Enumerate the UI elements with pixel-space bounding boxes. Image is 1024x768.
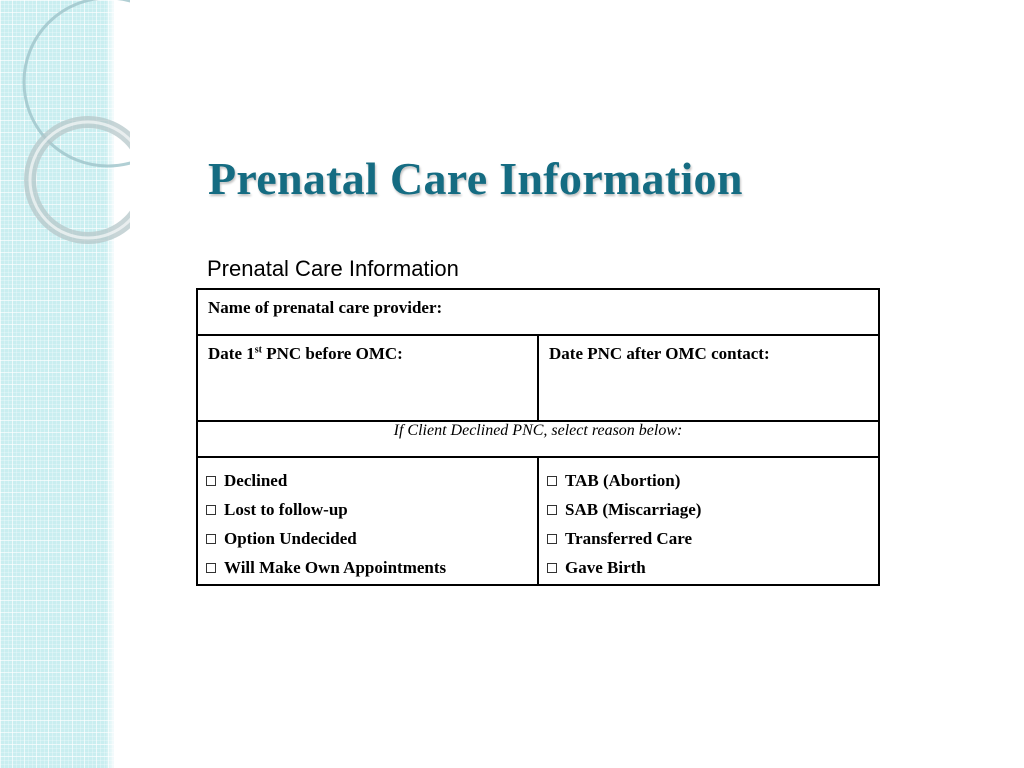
date-before-prefix: Date 1 xyxy=(208,344,255,363)
reasons-left-cell xyxy=(197,457,538,585)
declined-instruction: If Client Declined PNC, select reason below: xyxy=(197,421,879,457)
reason-option[interactable] xyxy=(547,466,868,495)
reason-option[interactable] xyxy=(206,495,527,524)
checkbox-icon[interactable] xyxy=(206,534,216,544)
checkbox-icon[interactable] xyxy=(547,534,557,544)
checkbox-icon[interactable] xyxy=(547,563,557,573)
decorative-circles xyxy=(0,0,130,300)
decorative-circle-ring-highlight xyxy=(30,122,130,238)
reasons-right-list xyxy=(539,458,878,582)
checkbox-icon[interactable] xyxy=(547,505,557,515)
reason-label: Will Make Own Appointments xyxy=(224,557,447,577)
checkbox-icon[interactable] xyxy=(206,476,216,486)
date-after-label: Date PNC after OMC contact: xyxy=(549,344,770,363)
provider-field[interactable] xyxy=(197,289,879,335)
reason-option[interactable] xyxy=(547,553,868,582)
reasons-left-list xyxy=(198,458,537,582)
reason-option[interactable] xyxy=(206,524,527,553)
reason-label: Lost to follow-up xyxy=(224,499,348,519)
checkbox-icon[interactable] xyxy=(206,505,216,515)
date-before-suffix: PNC before OMC: xyxy=(261,344,403,363)
provider-row xyxy=(197,289,879,335)
provider-label: Name of prenatal care provider: xyxy=(208,298,443,317)
form-heading: Prenatal Care Information xyxy=(207,256,459,281)
date-after-field[interactable] xyxy=(538,335,879,421)
reason-option[interactable] xyxy=(206,466,527,495)
reason-option[interactable] xyxy=(206,553,527,582)
reasons-right-cell xyxy=(538,457,879,585)
declined-instruction-row xyxy=(197,421,879,457)
reason-option[interactable] xyxy=(547,524,868,553)
date-before-label xyxy=(198,336,537,372)
reason-label: TAB (Abortion) xyxy=(565,470,681,490)
reasons-row xyxy=(197,457,879,585)
reason-label: Gave Birth xyxy=(565,557,646,577)
date-before-field[interactable] xyxy=(197,335,538,421)
dates-row xyxy=(197,335,879,421)
checkbox-icon[interactable] xyxy=(547,476,557,486)
date-before-sup: st xyxy=(254,344,262,356)
slide-title: Prenatal Care Information xyxy=(208,153,743,204)
prenatal-care-form xyxy=(196,288,880,586)
checkbox-icon[interactable] xyxy=(206,563,216,573)
reason-label: Option Undecided xyxy=(224,528,357,548)
reason-label: Transferred Care xyxy=(565,528,692,548)
reason-label: Declined xyxy=(224,470,288,490)
reason-label: SAB (Miscarriage) xyxy=(565,499,702,519)
reason-option[interactable] xyxy=(547,495,868,524)
